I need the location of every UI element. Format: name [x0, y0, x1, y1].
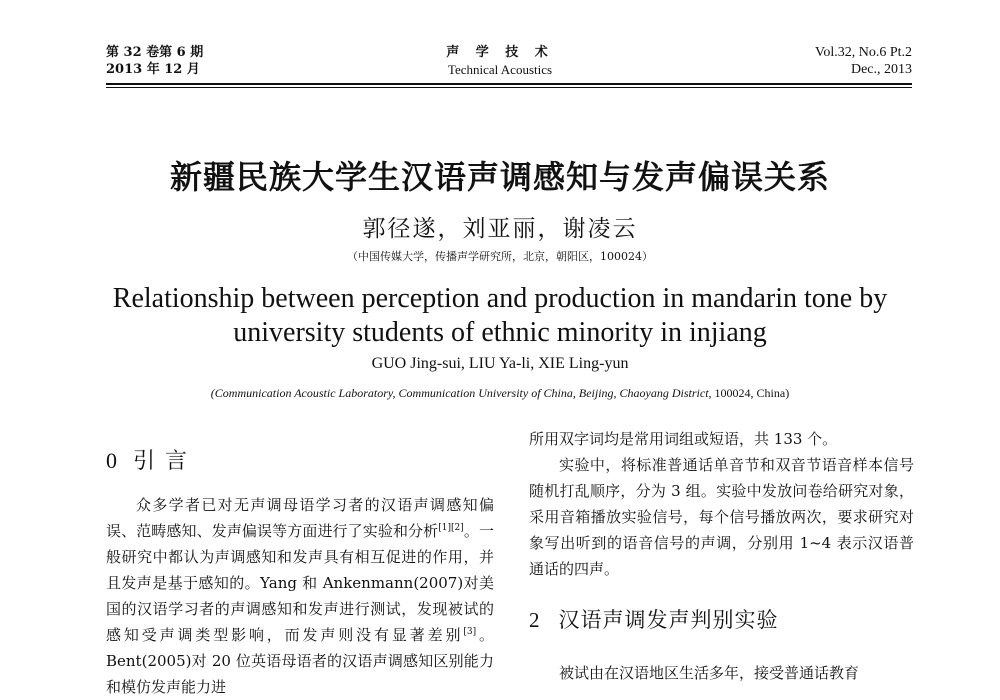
paragraph-text: 众多学者已对无声调母语学习者的汉语声调感知偏误、范畴感知、发声偏误等方面进行了实验和分析 — [106, 496, 494, 540]
section-title: 汉语声调发声判别实验 — [558, 608, 779, 632]
paragraph: 实验中，将标准普通话单音节和双音节语音样本信号随机打乱顺序，分为 3 组。实验中发放问卷给研究对象，采用音箱播放实验信号，每个信号播放两次，要求研究对象写出听到的语音信号的声调，分别用 1~4 表示汉语普通话的四声。 — [529, 456, 914, 578]
section-title: 引言 — [133, 449, 198, 474]
right-column-text-2 — [529, 660, 914, 686]
affiliation-en — [100, 386, 900, 401]
header-journal — [400, 44, 600, 78]
section-number: 2 — [529, 608, 541, 632]
volume-cn: 第 32 卷第 6 期 — [106, 45, 204, 60]
right-column-text — [529, 426, 914, 582]
title-cn: 新疆民族大学生汉语声调感知与发声偏误关系 — [169, 158, 830, 196]
section-heading-production — [529, 604, 779, 634]
section-heading-intro — [106, 444, 197, 475]
paragraph: 被试由在汉语地区生活多年，接受普通话教育 — [559, 664, 860, 682]
paragraph-text: 。Bent(2005)对 20 位英语母语者的汉语声调感知区别能力和模仿发声能力进 — [106, 626, 494, 696]
affiliation-en-org: (Communication Acoustic Laboratory, Communication University of China, Beijing, Chaoyang District, — [210, 386, 712, 400]
header-rule-thick — [106, 83, 912, 85]
authors-en: GUO Jing-sui, LIU Ya-li, XIE Ling-yun — [371, 355, 629, 372]
paragraph — [106, 492, 494, 700]
affiliation-en-code: 100024, China) — [711, 386, 790, 400]
section-number: 0 — [106, 448, 117, 473]
left-column-text — [106, 492, 494, 696]
authors-cn: 郭径遂，刘亚丽，谢凌云 — [362, 216, 638, 242]
date-en: Dec., 2013 — [850, 62, 912, 77]
date-cn: 2013 年 12 月 — [106, 62, 200, 77]
title-en-line2: university students of ethnic minority in injiang — [233, 317, 767, 348]
title-en-line1: Relationship between perception and production in mandarin tone by — [112, 283, 888, 314]
paragraph-text: 。一般研究中都认为声调感知和发声具有相互促进的作用，并且发声是基于感知的。Yang 和 Ankenmann(2007)对美国的汉语学习者的声调感知和发声进行测试，发现被试的感知受声调类型影响，而发声则没有显著差别 — [106, 522, 494, 644]
title-en — [100, 282, 900, 350]
volume-en: Vol.32, No.6 Pt.2 — [815, 45, 912, 60]
journal-name-cn: 声 学 技 术 — [446, 45, 554, 60]
journal-name-en: Technical Acoustics — [447, 62, 553, 77]
header-rule-thin — [106, 87, 912, 88]
citation: [1][2] — [438, 523, 464, 533]
header-issue-en — [815, 44, 912, 78]
header-issue-cn — [106, 44, 203, 78]
affiliation-cn: （中国传媒大学，传播声学研究所，北京，朝阳区，100024） — [347, 250, 653, 263]
citation: [3] — [463, 627, 477, 637]
paragraph: 所用双字词均是常用词组或短语，共 133 个。 — [529, 430, 838, 448]
